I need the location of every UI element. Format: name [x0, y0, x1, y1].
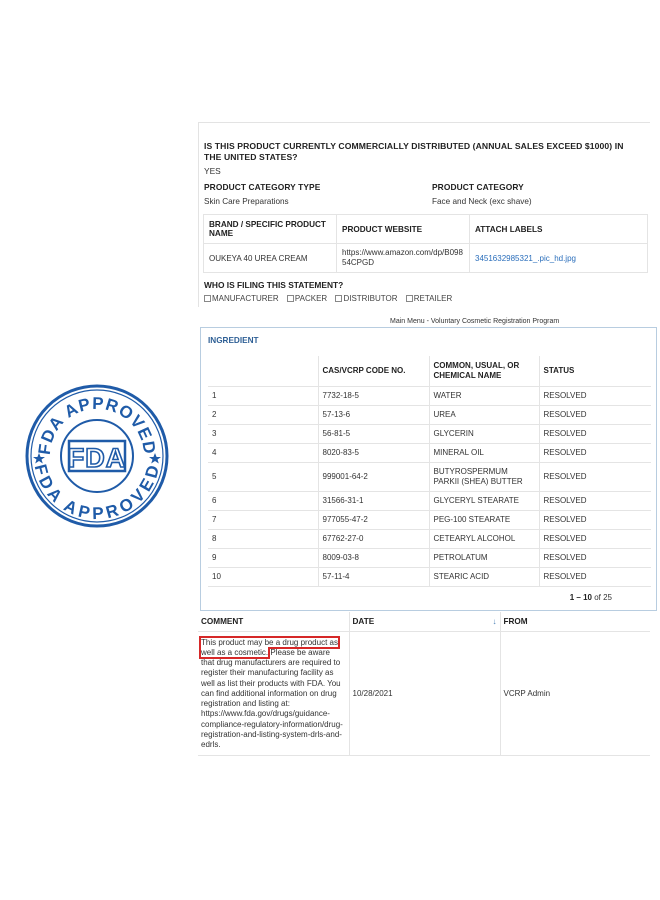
sort-arrow-down-icon[interactable]: ↓	[492, 616, 497, 626]
labels-header: ATTACH LABELS	[470, 215, 648, 244]
distribution-question: IS THIS PRODUCT CURRENTLY COMMERCIALLY DISTRIBUTED (ANNUAL SALES EXCEED $1000) IN THE UNITED STATES?	[204, 141, 624, 162]
comment-date: 10/28/2021	[349, 631, 500, 755]
cas-header: CAS/VCRP CODE NO.	[318, 356, 429, 386]
table-row: 6 31566-31-1 GLYCERYL STEARATE RESOLVED	[208, 491, 651, 510]
brand-table	[203, 214, 648, 273]
ingredient-table	[208, 356, 651, 587]
index-header	[208, 356, 318, 386]
status-header: STATUS	[539, 356, 651, 386]
name-header: COMMON, USUAL, OR CHEMICAL NAME	[429, 356, 539, 386]
table-row: 4 8020-83-5 MINERAL OIL RESOLVED	[208, 443, 651, 462]
ingredient-panel	[200, 327, 657, 611]
table-row: 2 57-13-6 UREA RESOLVED	[208, 405, 651, 424]
filer-options	[204, 294, 458, 303]
fda-approved-seal	[24, 383, 170, 529]
pager-range: 1 – 10	[569, 593, 592, 602]
filer-question: WHO IS FILING THIS STATEMENT?	[204, 280, 344, 290]
product-website: https://www.amazon.com/dp/B09854CPGD	[337, 244, 470, 273]
option-packer[interactable]: PACKER	[287, 294, 327, 303]
seal-center-text: FDA	[67, 443, 127, 473]
comment-body: Please be aware that drug manufacturers are required to register their manufacturing facility as well as list their products with FDA. You can find additional information on drug registration and listing at: https://www.fda.gov/drugs/guidance-compliance-regulatory-information/drug-registration-and-listing-system-drls-and-edrls.	[201, 648, 343, 749]
from-header: FROM	[500, 612, 650, 631]
comment-table	[198, 612, 650, 756]
registration-panel	[198, 122, 650, 307]
ingredient-title: INGREDIENT	[208, 336, 259, 345]
category-label: PRODUCT CATEGORY	[432, 182, 524, 192]
highlighted-comment: This product may be a drug product as well as a cosmetic.	[201, 637, 338, 658]
comment-cell	[198, 631, 349, 755]
checkbox-icon[interactable]	[204, 295, 211, 302]
table-row	[198, 631, 650, 755]
comment-from: VCRP Admin	[500, 631, 650, 755]
table-row: 8 67762-27-0 CETEARYL ALCOHOL RESOLVED	[208, 529, 651, 548]
brand-name: OUKEYA 40 UREA CREAM	[204, 244, 337, 273]
category-value: Face and Neck (exc shave)	[432, 197, 532, 206]
table-row: 10 57-11-4 STEARIC ACID RESOLVED	[208, 567, 651, 586]
category-type-value: Skin Care Preparations	[204, 197, 289, 206]
category-type-label: PRODUCT CATEGORY TYPE	[204, 182, 321, 192]
seal-top-text: FDA APPROVED	[34, 393, 160, 456]
website-header: PRODUCT WEBSITE	[337, 215, 470, 244]
option-distributor[interactable]: DISTRIBUTOR	[335, 294, 397, 303]
brand-header: BRAND / SPECIFIC PRODUCT NAME	[204, 215, 337, 244]
option-retailer[interactable]: RETAILER	[406, 294, 453, 303]
date-header[interactable]: DATE ↓	[349, 612, 500, 631]
page-caption: Main Menu - Voluntary Cosmetic Registration Program	[390, 318, 560, 325]
comment-header: COMMENT	[198, 612, 349, 631]
checkbox-icon[interactable]	[406, 295, 413, 302]
pagination-status	[570, 593, 612, 602]
table-row: 5 999001-64-2 BUTYROSPERMUM PARKII (SHEA) BUTTER RESOLVED	[208, 462, 651, 491]
table-row: 7 977055-47-2 PEG-100 STEARATE RESOLVED	[208, 510, 651, 529]
table-row: 1 7732-18-5 WATER RESOLVED	[208, 386, 651, 405]
table-row: 3 56-81-5 GLYCERIN RESOLVED	[208, 424, 651, 443]
table-row: 9 8009-03-8 PETROLATUM RESOLVED	[208, 548, 651, 567]
option-manufacturer[interactable]: MANUFACTURER	[204, 294, 279, 303]
label-file-link[interactable]: 3451632985321_.pic_hd.jpg	[475, 253, 576, 263]
pager-total: of 25	[594, 593, 612, 602]
seal-bottom-text: FDA APPROVED	[30, 462, 164, 524]
checkbox-icon[interactable]	[287, 295, 294, 302]
checkbox-icon[interactable]	[335, 295, 342, 302]
distribution-answer: YES	[204, 166, 221, 176]
